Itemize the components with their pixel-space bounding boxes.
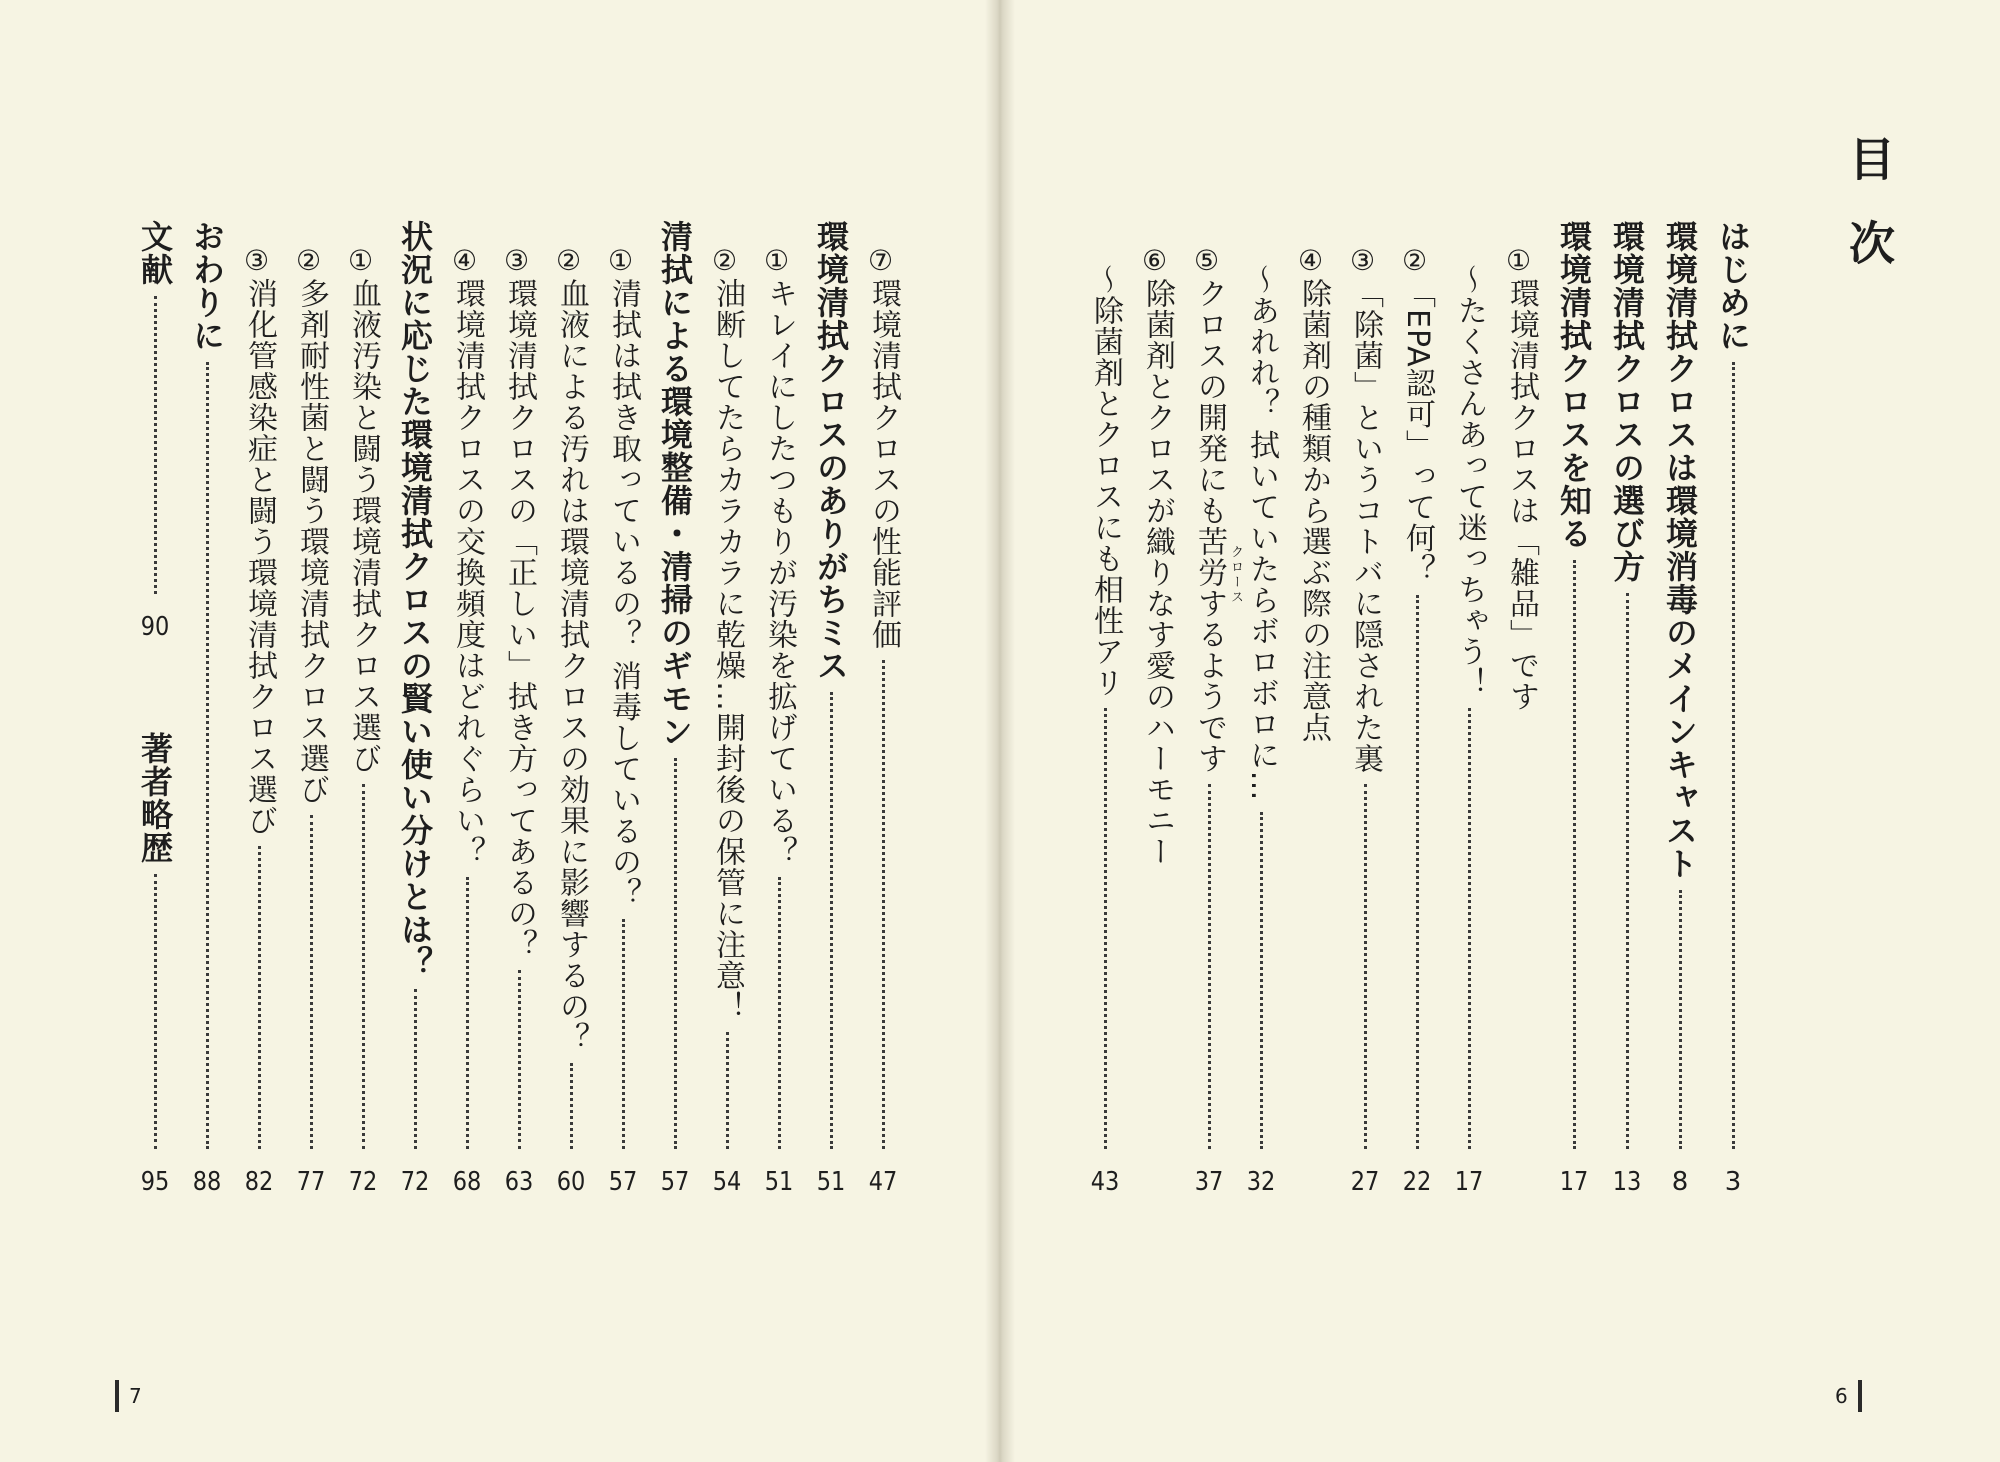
page-number: 17: [1454, 1169, 1484, 1195]
toc-entry-arigachi[interactable]: [808, 220, 854, 1195]
toc-entry-harmony[interactable]: [1134, 220, 1180, 1195]
toc-entry-ketsueki-yogore[interactable]: [548, 220, 594, 1195]
toc-entry-text: 「除菌」というコトバに隠された裏: [1348, 278, 1383, 774]
item-number: ③: [500, 244, 533, 278]
toc-entry-label: [1131, 244, 1183, 867]
page-number: 47: [868, 1169, 898, 1195]
toc-entry-erabikata[interactable]: [1604, 220, 1650, 1195]
toc-entry-subtitle: 〜あれれ？ 拭いていたらボロボロに…: [1244, 264, 1279, 802]
toc-entry-main-cast[interactable]: [1657, 220, 1703, 1195]
folio-number: 7: [129, 1384, 142, 1408]
toc-entry-text: 状況に応じた環境清拭クロスの賢い使い分けとは？: [396, 220, 434, 979]
dot-leader: [570, 1063, 573, 1149]
toc-entry-text: クロスの開発にも苦労するようです: [1192, 278, 1227, 774]
page-number: 82: [244, 1169, 274, 1195]
toc-entry-text: 環境清拭クロスは「雑品」です: [1504, 278, 1539, 712]
toc-entry-ketsueki-osen[interactable]: [340, 220, 386, 1195]
item-number: ⑥: [1138, 244, 1171, 278]
page-number: 13: [1612, 1169, 1642, 1195]
toc-entry-text: 著者略歴: [136, 732, 174, 864]
toc-entry-jokinzai-shurui[interactable]: [1290, 220, 1336, 1195]
dot-leader: [518, 970, 521, 1149]
toc-entry-label: [1339, 244, 1391, 774]
item-number: ⑦: [864, 244, 897, 278]
dot-leader: [1364, 784, 1367, 1149]
ruby-annotation: クロース: [1228, 545, 1243, 605]
page-number: 54: [712, 1169, 742, 1195]
toc-entry-jokin[interactable]: [1342, 220, 1388, 1195]
item-number: ②: [292, 244, 325, 278]
page-number: 72: [348, 1169, 378, 1195]
page-number: 60: [556, 1169, 586, 1195]
page-number: 90: [140, 614, 170, 640]
dot-leader: [154, 874, 157, 1149]
item-number: ②: [1398, 244, 1431, 278]
page-number: 17: [1559, 1169, 1589, 1195]
toc-entry-chosha[interactable]: [132, 732, 178, 1195]
toc-entry-fukitori[interactable]: [600, 220, 646, 1195]
toc-entry-label: [285, 244, 337, 805]
dot-leader: [414, 989, 417, 1149]
toc-entry-taiseikin[interactable]: [288, 220, 334, 1195]
dot-leader: [830, 692, 833, 1149]
dot-leader: [1679, 890, 1682, 1149]
page-number: 72: [400, 1169, 430, 1195]
page-number: 3: [1724, 1169, 1742, 1195]
page-number: 57: [660, 1169, 690, 1195]
toc-entry-text: 血液による汚れは環境清拭クロスの効果に影響するの？: [554, 278, 589, 1053]
folio-bar: [115, 1380, 119, 1412]
toc-title: 目次: [1842, 135, 1896, 303]
page-number: 51: [816, 1169, 846, 1195]
toc-entry-text: 除菌剤の種類から選ぶ際の注意点: [1296, 278, 1331, 743]
dot-leader: [1208, 784, 1211, 1149]
toc-entry-label: [1391, 244, 1443, 585]
toc-entry-text: 文献: [136, 220, 174, 286]
toc-entry-text: 消化管感染症と闘う環境清拭クロス選び: [242, 278, 277, 836]
toc-entry-gimon[interactable]: [652, 220, 698, 1195]
folio-left: [115, 1380, 142, 1412]
item-number: ②: [552, 244, 585, 278]
item-number: ③: [240, 244, 273, 278]
page-number: 27: [1350, 1169, 1380, 1195]
page-number: 8: [1671, 1169, 1689, 1195]
toc-entry-shiru[interactable]: [1551, 220, 1597, 1195]
item-number: ⑤: [1190, 244, 1223, 278]
toc-entry-text: 多剤耐性菌と闘う環境清拭クロス選び: [294, 278, 329, 805]
toc-entry-text: 清拭は拭き取っているの？ 消毒しているの？: [606, 278, 641, 909]
item-number: ①: [344, 244, 377, 278]
toc-entry-label: [701, 244, 753, 1022]
toc-entry-text: 環境清拭クロスの交換頻度はどれぐらい？: [450, 278, 485, 867]
toc-entry-label: [493, 244, 545, 960]
dot-leader: [466, 877, 469, 1149]
toc-entry-text: キレイにしたつもりが汚染を拡げている？: [762, 278, 797, 867]
toc-entry-label: [441, 244, 493, 867]
dot-leader: [1626, 593, 1629, 1149]
toc-entry-zappin[interactable]: [1498, 220, 1544, 1195]
folio-bar: [1858, 1380, 1862, 1412]
page-number: 88: [192, 1169, 222, 1195]
toc-entry-label: [1287, 244, 1339, 743]
toc-entry-text: 血液汚染と闘う環境清拭クロス選び: [346, 278, 381, 774]
toc-entry-kokan[interactable]: [444, 220, 490, 1195]
toc-entry-kaihatsu[interactable]: [1186, 220, 1232, 1195]
item-number: ②: [708, 244, 741, 278]
dot-leader: [1468, 708, 1471, 1149]
dot-leader: [1732, 362, 1735, 1149]
book-gutter: [985, 0, 1015, 1462]
dot-leader: [258, 846, 261, 1149]
item-number: ④: [448, 244, 481, 278]
toc-entry-hajimeni[interactable]: [1710, 220, 1756, 1195]
toc-entry-subtitle: 〜たくさんあって迷っちゃう！: [1452, 264, 1487, 698]
toc-entry-owarini[interactable]: [184, 220, 230, 1195]
toc-entry-text: 環境清拭クロスの性能評価: [866, 278, 901, 650]
page-number: 63: [504, 1169, 534, 1195]
toc-entry-osen[interactable]: [756, 220, 802, 1195]
dot-leader: [778, 877, 781, 1149]
toc-entry-label: [857, 244, 909, 650]
dot-leader: [1416, 595, 1419, 1149]
toc-entry-text: 「EPA認可」って何？: [1400, 278, 1435, 585]
toc-entry-boroboro[interactable]: [1238, 220, 1284, 1195]
dot-leader: [206, 362, 209, 1149]
page-number: 51: [764, 1169, 794, 1195]
toc-entry-text: 環境清拭クロスは環境消毒のメインキャスト: [1661, 220, 1699, 880]
item-number: ④: [1294, 244, 1327, 278]
toc-entry-text: はじめに: [1714, 220, 1752, 352]
toc-entry-text: 除菌剤とクロスが織りなす愛のハーモニー: [1140, 278, 1175, 867]
item-number: ①: [1502, 244, 1535, 278]
dot-leader: [726, 1032, 729, 1149]
page-number: 32: [1246, 1169, 1276, 1195]
dot-leader: [1104, 708, 1107, 1149]
dot-leader: [882, 660, 885, 1149]
toc-entry-text: 油断してたらカラカラに乾燥…開封後の保管に注意！: [710, 278, 745, 1022]
toc-entry-label: [597, 244, 649, 909]
dot-leader: [362, 784, 365, 1149]
toc-entry-seino[interactable]: [860, 220, 906, 1195]
toc-entry-text: 環境清拭クロスを知る: [1555, 220, 1593, 550]
toc-entry-bunken[interactable]: [132, 220, 178, 640]
toc-entry-label: [337, 244, 389, 774]
toc-entry-label: [1495, 244, 1547, 712]
dot-leader: [1573, 560, 1576, 1149]
toc-entry-mayou[interactable]: [1446, 220, 1492, 1195]
folio-right: [1835, 1380, 1862, 1412]
toc-entry-aisho[interactable]: [1082, 220, 1128, 1195]
item-number: ①: [604, 244, 637, 278]
item-number: ①: [760, 244, 793, 278]
toc-entry-epa[interactable]: [1394, 220, 1440, 1195]
page-number: 77: [296, 1169, 326, 1195]
page-number: 68: [452, 1169, 482, 1195]
toc-entry-text: おわりに: [188, 220, 226, 352]
toc-entry-tsukaiwake[interactable]: [392, 220, 438, 1195]
folio-number: 6: [1835, 1384, 1848, 1408]
dot-leader: [674, 758, 677, 1149]
dot-leader: [310, 815, 313, 1149]
toc-entry-subtitle: 〜除菌剤とクロスにも相性アリ: [1088, 264, 1123, 698]
toc-entry-label: [545, 244, 597, 1053]
toc-entry-label: [233, 244, 285, 836]
toc-entry-tadashii[interactable]: [496, 220, 542, 1195]
toc-entry-label: [753, 244, 805, 867]
toc-entry-shokakan[interactable]: [236, 220, 282, 1195]
page-number: 95: [140, 1169, 170, 1195]
page-number: 37: [1194, 1169, 1224, 1195]
item-number: ③: [1346, 244, 1379, 278]
toc-entry-text: 環境清拭クロスの「正しい」拭き方ってあるの？: [502, 278, 537, 960]
dot-leader: [154, 296, 157, 594]
toc-entry-text: 環境清拭クロスのありがちミス: [812, 220, 850, 682]
page-number: 43: [1090, 1169, 1120, 1195]
dot-leader: [1260, 812, 1263, 1149]
toc-entry-kanso[interactable]: [704, 220, 750, 1195]
page-number: 22: [1402, 1169, 1432, 1195]
dot-leader: [622, 919, 625, 1149]
toc-entry-label: [1183, 244, 1235, 774]
toc-entry-text: 清拭による環境整備・清掃のギモン: [656, 220, 694, 748]
page-number: 57: [608, 1169, 638, 1195]
toc-entry-text: 環境清拭クロスの選び方: [1608, 220, 1646, 583]
